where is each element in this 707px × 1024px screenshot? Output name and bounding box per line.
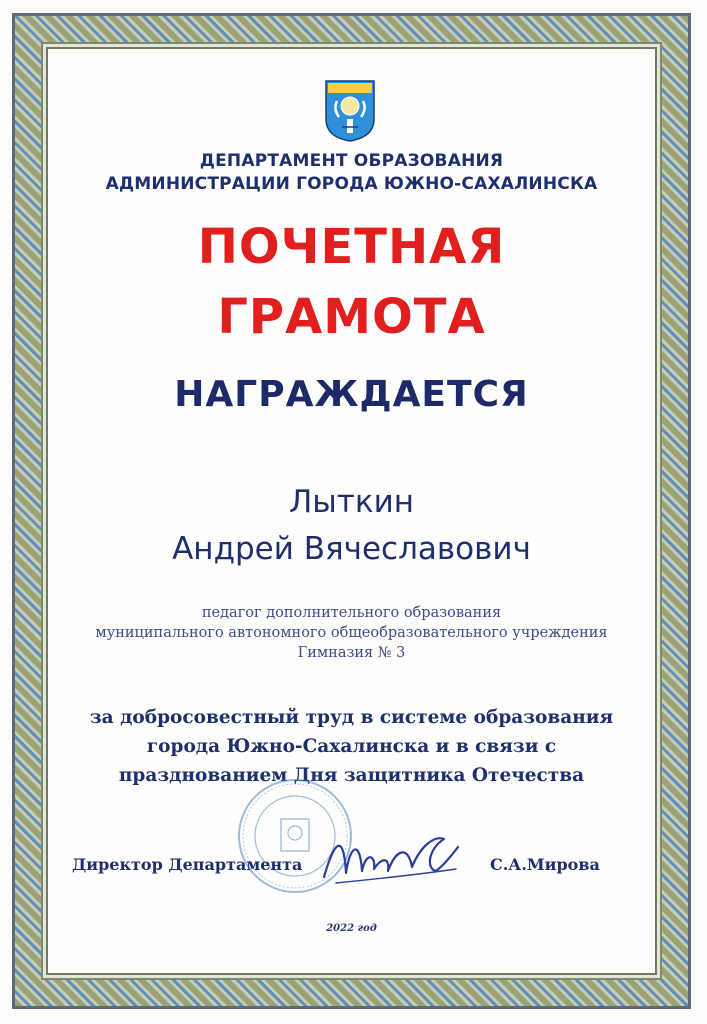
position-line-2: муниципального автономного общеобразовательного учреждения [95,625,608,641]
handwritten-signature [316,825,466,895]
recipient-surname: Лыткин [289,484,414,520]
position-line-1: педагог дополнительного образования [201,605,502,621]
certificate-title-line-2: ГРАМОТА [217,289,486,345]
awarded-heading: НАГРАЖДАЕТСЯ [174,374,529,415]
recipient-given-names: Андрей Вячеславович [172,531,531,567]
reason-line-1: за добросовестный труд в системе образования [89,707,614,728]
certificate-title-line-1: ПОЧЕТНАЯ [197,219,506,275]
city-coat-of-arms-icon [324,79,376,143]
reason-line-3: празднованием Дня защитника Отечества [118,765,585,786]
issue-year: 2022 год [326,923,377,934]
position-line-3: Гимназия № 3 [297,645,406,661]
department-line-1: ДЕПАРТАМЕНТ ОБРАЗОВАНИЯ [199,151,504,171]
department-line-2: АДМИНИСТРАЦИИ ГОРОДА ЮЖНО-САХАЛИНСКА [105,174,598,194]
signer-name: С.А.Мирова [490,855,600,874]
certificate-content [46,47,657,975]
reason-line-2: города Южно-Сахалинска и в связи с [146,736,557,757]
director-label: Директор Департамента [72,855,303,874]
